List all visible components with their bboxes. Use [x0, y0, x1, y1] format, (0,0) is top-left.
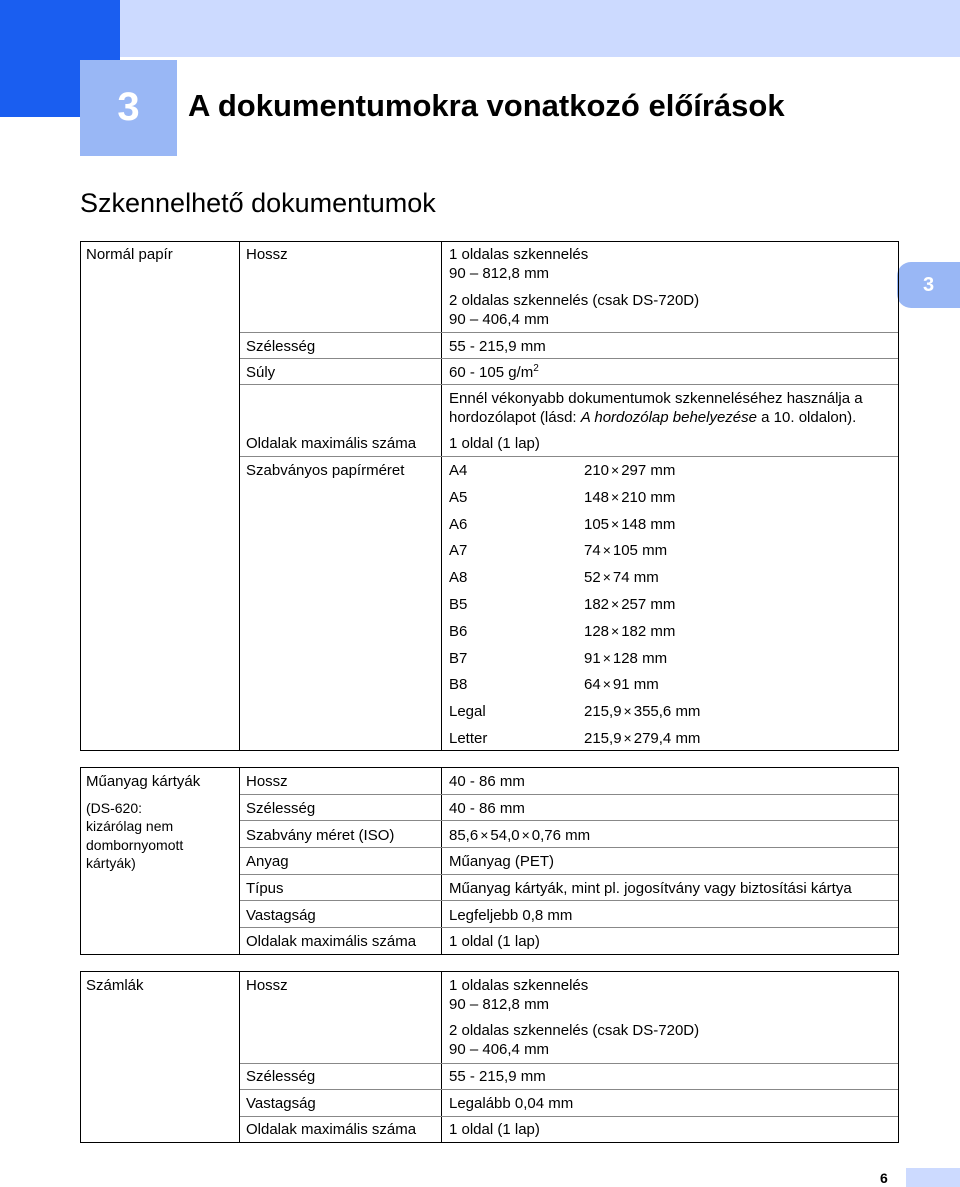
- row-divider: [240, 1063, 898, 1064]
- table-border: [239, 241, 240, 751]
- hossz-1-title: 1 oldalas szkennelés: [449, 246, 589, 263]
- field-label-hossz: Hossz: [246, 246, 288, 263]
- tipus-value: Műanyag kártyák, mint pl. jogosítvány vagy biztosítási kártya: [449, 880, 852, 897]
- suly-unit-exponent: 2: [533, 363, 539, 374]
- row-divider: [240, 794, 898, 795]
- table-border: [80, 767, 899, 768]
- vastagsag-value: Legalább 0,04 mm: [449, 1095, 574, 1112]
- section-title: Szkennelhető dokumentumok: [80, 188, 436, 218]
- paper-size-name: B8: [449, 676, 468, 693]
- table-border: [80, 767, 81, 955]
- paper-size-dimensions: [584, 622, 675, 641]
- paper-size-name: B5: [449, 596, 468, 613]
- category-label: Normál papír: [86, 246, 173, 263]
- times-icon: ×: [623, 730, 632, 746]
- szelesseg-value: 40 - 86 mm: [449, 800, 525, 817]
- category-note-line: (DS-620:: [86, 800, 143, 816]
- hossz-1-title: 1 oldalas szkennelés: [449, 977, 589, 994]
- hossz-2-title: 2 oldalas szkennelés (csak DS-720D): [449, 1022, 700, 1039]
- paper-size-width: 210: [584, 462, 610, 479]
- paper-size-height: 182 mm: [621, 623, 676, 640]
- hossz-2-value: 90 – 406,4 mm: [449, 311, 550, 328]
- paper-size-name: A7: [449, 542, 468, 559]
- paper-size-width: 105: [584, 516, 610, 533]
- hossz-2-value: 90 – 406,4 mm: [449, 1041, 550, 1058]
- paper-size-dimensions: [584, 675, 659, 694]
- category-note-line: dombornyomott: [86, 837, 184, 853]
- times-icon: ×: [611, 489, 620, 505]
- paper-size-width: 182: [584, 596, 610, 613]
- row-divider: [240, 332, 898, 333]
- paper-size-name: A8: [449, 569, 468, 586]
- table-border: [898, 241, 899, 751]
- times-icon: ×: [611, 462, 620, 478]
- table-border: [80, 1142, 899, 1143]
- row-divider: [240, 384, 898, 385]
- field-label-hossz: Hossz: [246, 977, 288, 994]
- row-divider: [240, 1116, 898, 1117]
- category-note-line: kizárólag nem: [86, 818, 174, 834]
- paper-size-dimensions: [584, 488, 675, 507]
- suly-note-suffix: a 10. oldalon).: [757, 409, 857, 426]
- field-label-tipus: Típus: [246, 880, 284, 897]
- paper-size-dimensions: [584, 515, 675, 534]
- paper-size-name: A4: [449, 462, 468, 479]
- header-band: [120, 0, 960, 57]
- paper-size-height: 91 mm: [612, 676, 659, 693]
- paper-size-name: B7: [449, 650, 468, 667]
- cross-reference-link[interactable]: A hordozólap behelyezése: [580, 409, 757, 426]
- chapter-number: 3: [117, 85, 140, 129]
- field-label-max-pages: Oldalak maximális száma: [246, 435, 417, 452]
- times-icon: ×: [602, 569, 611, 585]
- chapter-title: A dokumentumokra vonatkozó előírások: [188, 88, 785, 123]
- paper-size-width: 52: [584, 569, 601, 586]
- footer-bar: [906, 1168, 960, 1187]
- hossz-2-title: 2 oldalas szkennelés (csak DS-720D): [449, 292, 700, 309]
- paper-size-height: 148 mm: [621, 516, 676, 533]
- paper-size-name: A6: [449, 516, 468, 533]
- szelesseg-value: 55 - 215,9 mm: [449, 338, 546, 355]
- paper-size-dimensions: [584, 461, 675, 480]
- times-icon: ×: [602, 676, 611, 692]
- paper-size-width: 148: [584, 489, 610, 506]
- paper-size-height: 210 mm: [621, 489, 676, 506]
- anyag-value: Műanyag (PET): [449, 853, 555, 870]
- row-divider: [240, 358, 898, 359]
- paper-size-height: 105 mm: [612, 542, 668, 559]
- chapter-number-box: [80, 60, 177, 156]
- times-icon: ×: [611, 623, 620, 639]
- max-pages-value: 1 oldal (1 lap): [449, 435, 540, 452]
- field-label-suly: Súly: [246, 364, 276, 381]
- iso-dim-c: 0,76 mm: [531, 827, 591, 844]
- field-label-vastagsag: Vastagság: [246, 907, 316, 924]
- table-border: [239, 971, 240, 1143]
- row-divider: [240, 874, 898, 875]
- field-label-szelesseg: Szélesség: [246, 800, 316, 817]
- times-icon: ×: [611, 516, 620, 532]
- iso-dim-b: 54,0: [490, 827, 520, 844]
- row-divider: [240, 456, 898, 457]
- field-label-hossz: Hossz: [246, 773, 288, 790]
- times-icon: ×: [521, 827, 530, 843]
- times-icon: ×: [611, 596, 620, 612]
- paper-size-height: 128 mm: [612, 650, 668, 667]
- table-border: [898, 971, 899, 1143]
- times-icon: ×: [602, 542, 611, 558]
- paper-size-name: B6: [449, 623, 468, 640]
- paper-size-height: 355,6 mm: [633, 703, 701, 720]
- times-icon: ×: [623, 703, 632, 719]
- field-label-szelesseg: Szélesség: [246, 338, 316, 355]
- szelesseg-value: 55 - 215,9 mm: [449, 1068, 546, 1085]
- row-divider: [240, 820, 898, 821]
- paper-size-dimensions: [584, 595, 675, 614]
- table-border: [80, 971, 899, 972]
- paper-size-width: 64: [584, 676, 601, 693]
- table-border: [80, 241, 899, 242]
- field-label-max-pages: Oldalak maximális száma: [246, 933, 417, 950]
- paper-size-width: 215,9: [584, 703, 622, 720]
- hossz-1-value: 90 – 812,8 mm: [449, 996, 550, 1013]
- paper-size-dimensions: [584, 649, 667, 668]
- row-divider: [240, 847, 898, 848]
- field-label-anyag: Anyag: [246, 853, 289, 870]
- hossz-value: 40 - 86 mm: [449, 773, 525, 790]
- table-border: [80, 750, 899, 751]
- times-icon: ×: [480, 827, 489, 843]
- row-divider: [240, 927, 898, 928]
- page-number: 6: [880, 1170, 888, 1186]
- table-border: [441, 241, 442, 751]
- suly-note-line-1: Ennél vékonyabb dokumentumok szkenneléséhez használja a: [449, 390, 863, 407]
- table-border: [441, 971, 442, 1143]
- table-border: [80, 241, 81, 751]
- max-pages-value: 1 oldal (1 lap): [449, 1121, 540, 1138]
- row-divider: [240, 900, 898, 901]
- max-pages-value: 1 oldal (1 lap): [449, 933, 540, 950]
- paper-size-width: 91: [584, 650, 601, 667]
- field-label-vastagsag: Vastagság: [246, 1095, 316, 1112]
- chapter-side-tab: [897, 262, 960, 308]
- times-icon: ×: [602, 650, 611, 666]
- paper-size-name: A5: [449, 489, 468, 506]
- paper-size-dimensions: [584, 702, 700, 721]
- side-tab-number: 3: [922, 274, 935, 296]
- paper-size-height: 257 mm: [621, 596, 676, 613]
- paper-size-width: 74: [584, 542, 601, 559]
- paper-size-height: 297 mm: [621, 462, 676, 479]
- suly-value-text: 60 - 105 g/m: [449, 364, 534, 381]
- hossz-1-value: 90 – 812,8 mm: [449, 265, 550, 282]
- suly-note-prefix: hordozólapot (lásd:: [449, 409, 581, 426]
- field-label-iso: Szabvány méret (ISO): [246, 827, 395, 844]
- paper-size-name: Legal: [449, 703, 486, 720]
- paper-size-dimensions: [584, 568, 659, 587]
- iso-dim-a: 85,6: [449, 827, 479, 844]
- category-label: Műanyag kártyák: [86, 773, 201, 790]
- paper-size-dimensions: [584, 729, 700, 748]
- suly-value: [449, 363, 539, 382]
- table-border: [80, 971, 81, 1143]
- field-label-szelesseg: Szélesség: [246, 1068, 316, 1085]
- vastagsag-value: Legfeljebb 0,8 mm: [449, 907, 573, 924]
- paper-size-width: 128: [584, 623, 610, 640]
- paper-size-dimensions: [584, 541, 667, 560]
- paper-size-width: 215,9: [584, 730, 622, 747]
- paper-size-height: 279,4 mm: [633, 730, 701, 747]
- table-border: [80, 954, 899, 955]
- paper-size-name: Letter: [449, 730, 488, 747]
- table-border: [898, 767, 899, 955]
- category-label: Számlák: [86, 977, 144, 994]
- row-divider: [240, 1089, 898, 1090]
- paper-size-height: 74 mm: [612, 569, 659, 586]
- iso-value: [449, 826, 590, 845]
- suly-note-line-2: [449, 408, 856, 427]
- field-label-max-pages: Oldalak maximális száma: [246, 1121, 417, 1138]
- field-label-standard-size: Szabványos papírméret: [246, 462, 405, 479]
- category-note-line: kártyák): [86, 855, 136, 871]
